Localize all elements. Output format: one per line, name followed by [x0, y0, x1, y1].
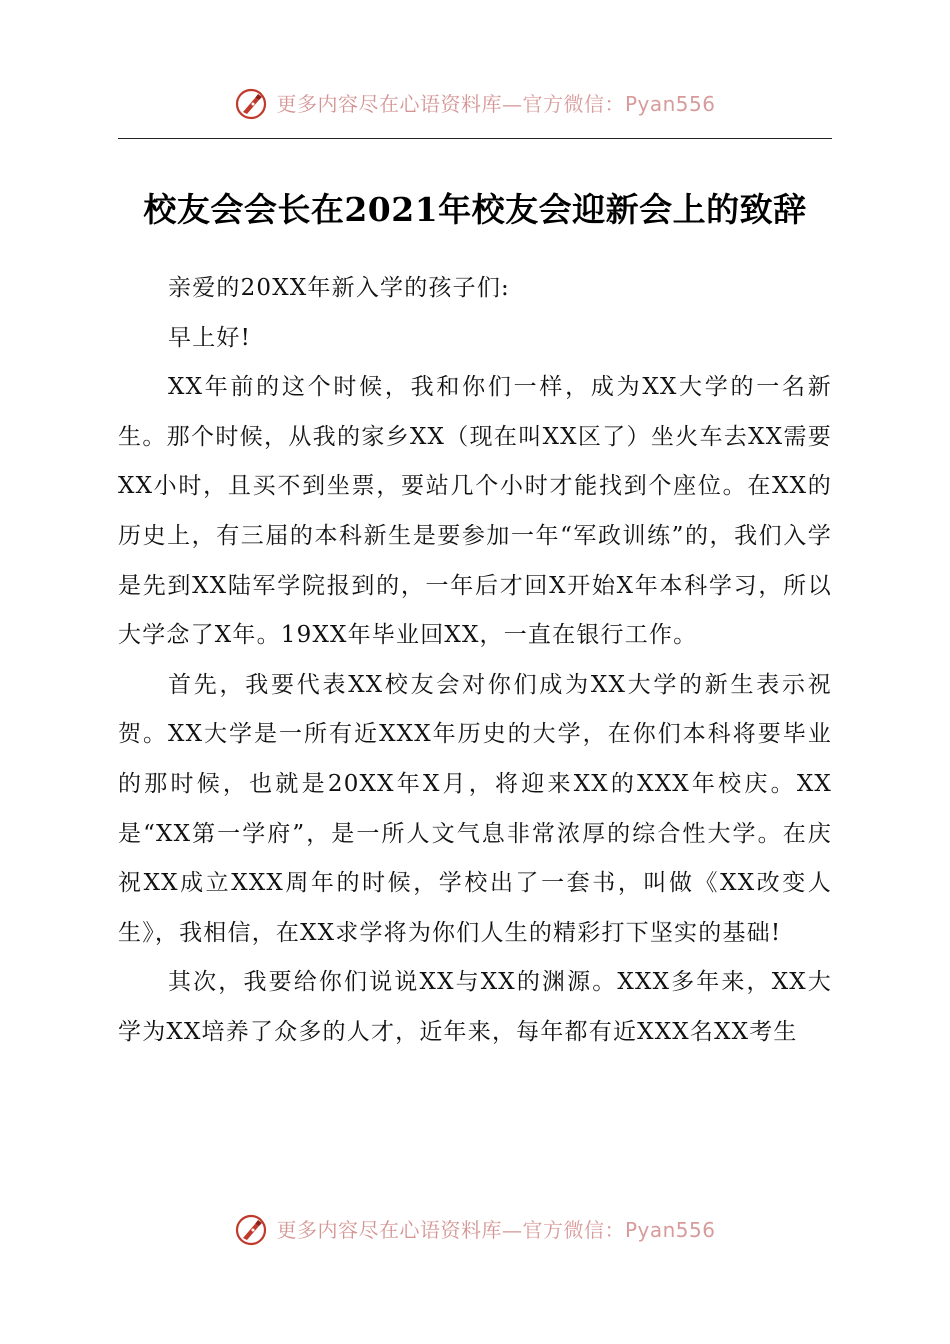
header-divider [118, 138, 832, 139]
paragraph-morning: 早上好! [168, 324, 252, 351]
pen-nib-logo-icon [234, 1213, 268, 1247]
header-banner-text [276, 94, 715, 114]
document-body [118, 264, 832, 1058]
footer-banner-text [276, 1220, 715, 1240]
header-contact-text: 官方微信：Pyan556 [522, 92, 716, 116]
paragraph-greeting: 亲爱的20XX年新入学的孩子们: [168, 275, 510, 301]
footer-brand-text: 更多内容尽在心语资料库— [276, 1218, 523, 1242]
header-brand-text: 更多内容尽在心语资料库— [276, 92, 523, 116]
paragraph-background: XX年前的这个时候，我和你们一样，成为XX大学的一名新生。那个时候，从我的家乡XX（现在叫XX区了）坐火车去XX需要XX小时，且买不到坐票，要站几个小时才能找到个座位。在XX的历史上，有三届的本科新生是要参加一年“军政训练”的，我们入学是先到XX陆军学院报到的，一年后才回X开始X年本科学习，所以大学念了X年。19XX年毕业回XX，一直在银行工作。 [118, 374, 832, 649]
paragraph-origins: 其次，我要给你们说说XX与XX的渊源。XXX多年来，XX大学为XX培养了众多的人才，近年来，每年都有近XXX名XX考生 [118, 969, 832, 1045]
footer-contact-text: 官方微信：Pyan556 [522, 1218, 716, 1242]
header-banner [0, 84, 950, 124]
pen-nib-logo-icon [234, 87, 268, 121]
footer-banner [0, 1210, 950, 1250]
document-title: 校友会会长在2021年校友会迎新会上的致辞 [143, 190, 807, 229]
paragraph-congratulations: 首先，我要代表XX校友会对你们成为XX大学的新生表示祝贺。XX大学是一所有近XXX年历史的大学，在你们本科将要毕业的那时候，也就是20XX年X月，将迎来XX的XXX年校庆。XX是“XX第一学府”，是一所人文气息非常浓厚的综合性大学。在庆祝XX成立XXX周年的时候，学校出了一套书，叫做《XX改变人生》，我相信，在XX求学将为你们人生的精彩打下坚实的基础! [118, 671, 832, 946]
